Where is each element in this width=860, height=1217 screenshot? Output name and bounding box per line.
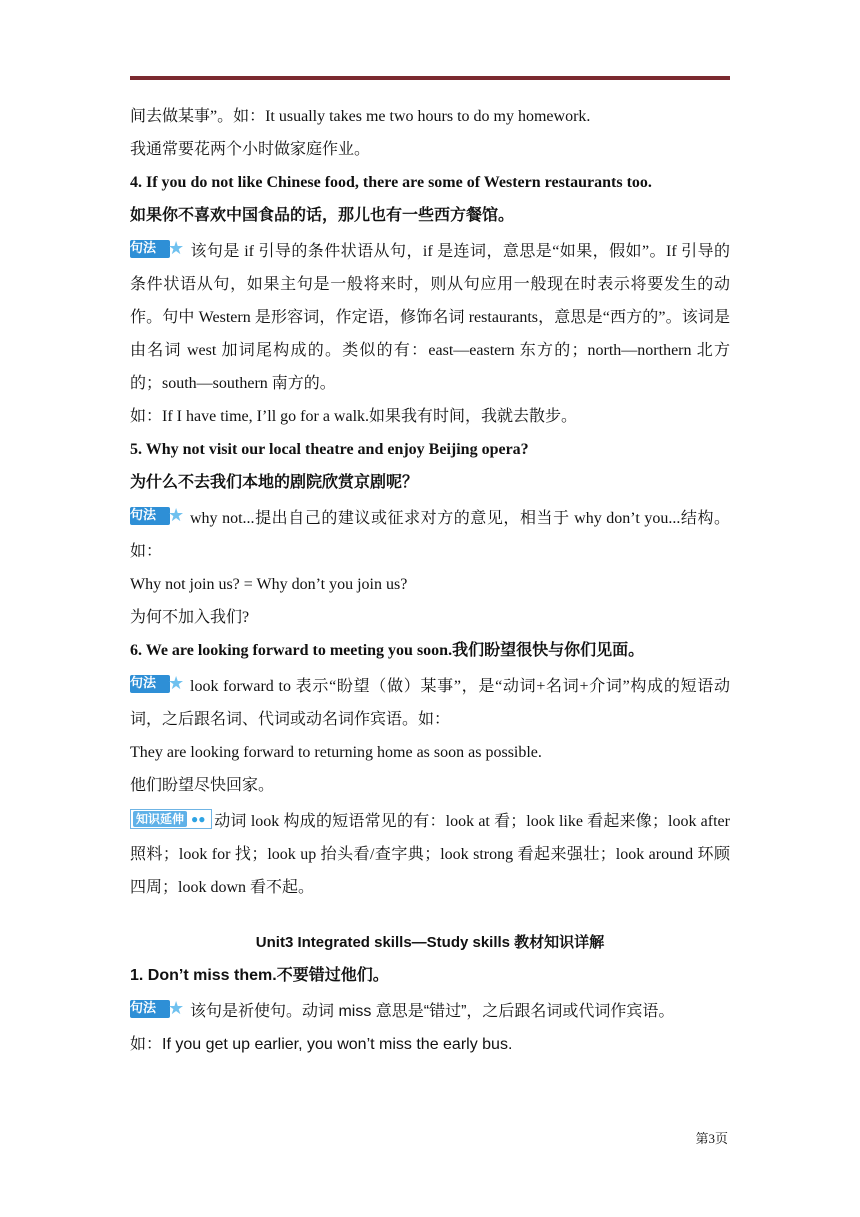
star-icon: ★	[168, 673, 185, 693]
paragraph-text: 该句是 if 引导的条件状语从句，if 是连词，意思是“如果，假如”。If 引导的条件状语从句，如果主句是一般将来时，则从句应用一般现在时表示将要发生的动作。句中 Western 是形容词，作定语，修饰名词 restaurants，意思是“西方的”。该词是由名词 west 加词尾构成的。类似的有：east—eastern 东方的；north—northern 北方的；south—southern 南方的。	[130, 243, 730, 392]
text-line: They are looking forward to returning home as soon as possible.	[130, 744, 542, 761]
explanation-paragraph	[130, 670, 730, 736]
page-body	[130, 100, 730, 1061]
paragraph-text: look forward to 表示“盼望（做）某事”，是“动词+名词+介词”构成的短语动词，之后跟名词、代词或动名词作宾语。如：	[130, 678, 730, 728]
paragraph-text: why not...提出自己的建议或征求对方的意见，相当于 why don’t you...结构。如：	[130, 510, 730, 560]
text-line: 为何不加入我们?	[130, 609, 250, 626]
sentence-heading: 4. If you do not like Chinese food, there are some of Western restaurants too.	[130, 174, 652, 191]
paragraph-text: 该句是祈使句。动词 miss 意思是“错过”，之后跟名词或代词作宾语。	[190, 1003, 675, 1020]
badge-label: 句法	[130, 240, 170, 258]
sentence-heading: 6. We are looking forward to meeting you soon.我们盼望很快与你们见面。	[130, 642, 645, 659]
explanation-paragraph	[130, 235, 730, 400]
explanation-paragraph	[130, 502, 730, 568]
badge-label: 句法	[130, 507, 170, 525]
text-line: Why not join us? = Why don’t you join us?	[130, 576, 408, 593]
section-title: Unit3 Integrated skills—Study skills 教材知识详解	[255, 934, 605, 951]
header-rule	[130, 76, 730, 80]
star-icon: ★	[168, 998, 185, 1018]
sentence-heading: 5. Why not visit our local theatre and enjoy Beijing opera?	[130, 441, 529, 458]
text-line: 如：If I have time, I’ll go for a walk.如果我有时间，我就去散步。	[130, 408, 578, 425]
badge-label: 句法	[130, 1000, 170, 1018]
page-number: 第3页	[695, 1131, 728, 1146]
text-line: 如：If you get up earlier, you won’t miss the early bus.	[130, 1036, 513, 1053]
text-line: 我通常要花两个小时做家庭作业。	[130, 141, 371, 158]
sentence-translation: 为什么不去我们本地的剧院欣赏京剧呢？	[130, 474, 419, 491]
badge-label: 知识延伸	[133, 811, 187, 827]
sentence-heading: 1. Don’t miss them.不要错过他们。	[130, 967, 389, 984]
dots-icon: ●●	[191, 812, 206, 826]
explanation-paragraph	[130, 995, 730, 1028]
paragraph-text: 动词 look 构成的短语常见的有：look at 看；look like 看起来像；look after 照料；look for 找；look up 抬头看/查字典；look strong 看起来强壮；look around 环顾四周；look down 看不起。	[130, 813, 730, 896]
zhishi-yanshen-badge	[130, 809, 212, 829]
star-icon: ★	[168, 238, 185, 258]
extension-paragraph	[130, 805, 730, 904]
jufa-badge	[130, 1000, 186, 1018]
star-icon: ★	[168, 505, 185, 525]
jufa-badge	[130, 240, 186, 258]
text-line: 间去做某事”。如：It usually takes me two hours to do my homework.	[130, 108, 591, 125]
sentence-translation: 如果你不喜欢中国食品的话，那儿也有一些西方餐馆。	[130, 207, 515, 224]
jufa-badge	[130, 675, 186, 693]
badge-label: 句法	[130, 675, 170, 693]
jufa-badge	[130, 507, 186, 525]
text-line: 他们盼望尽快回家。	[130, 777, 275, 794]
